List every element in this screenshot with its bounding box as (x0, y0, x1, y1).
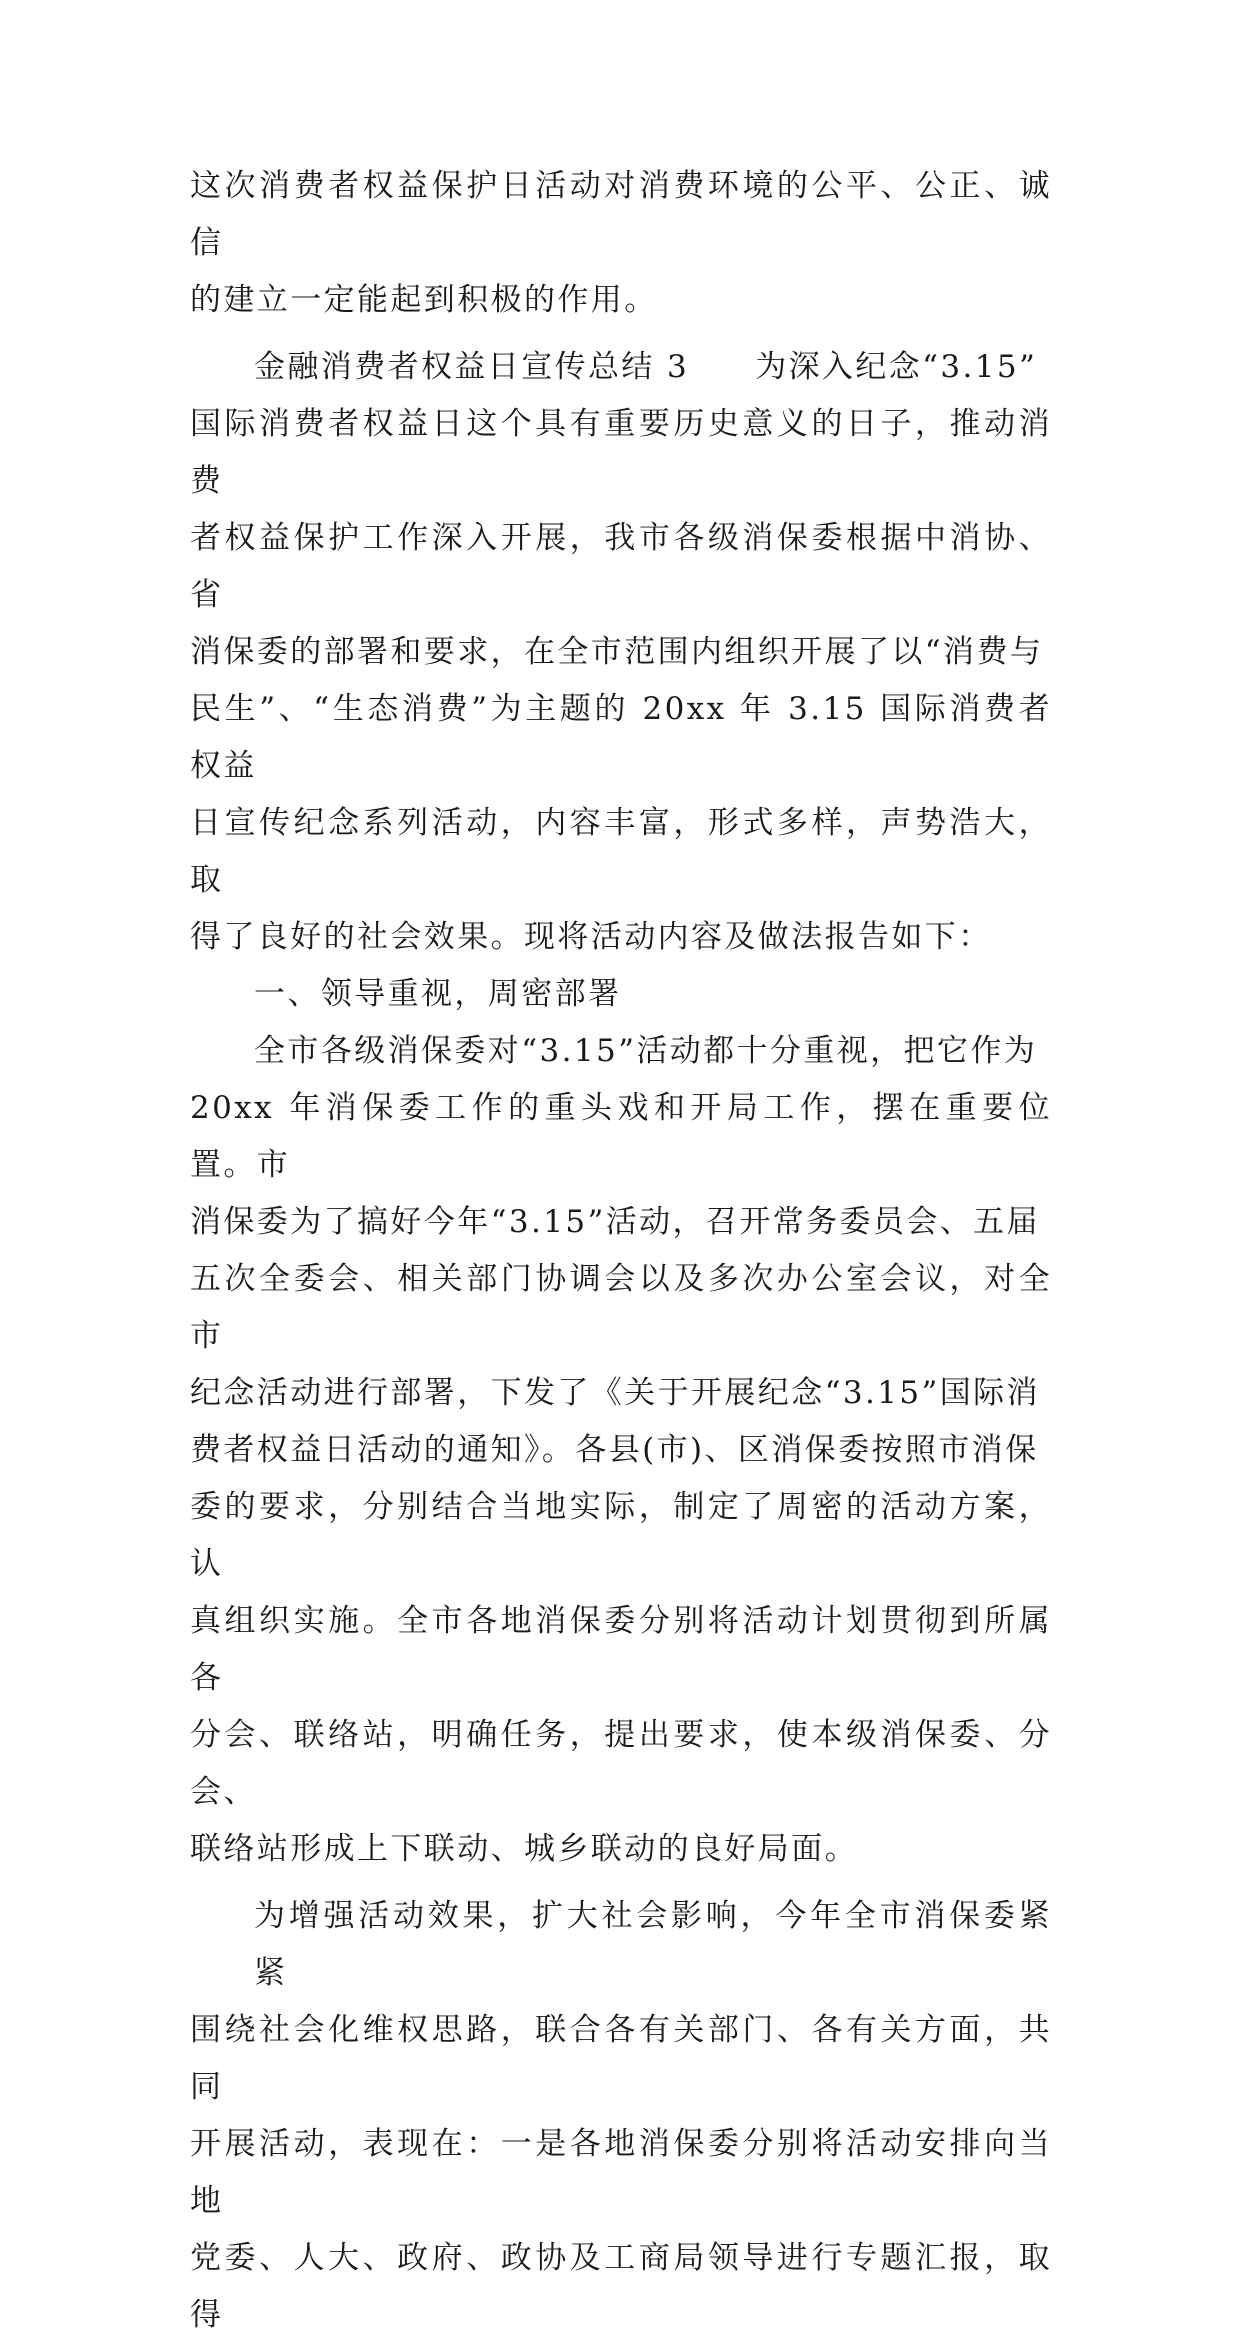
text-line: 这次消费者权益保护日活动对消费环境的公平、公正、诚信 (190, 168, 1052, 261)
text-line: 五次全委会、相关部门协调会以及多次办公室会议，对全市 (190, 1261, 1052, 1354)
section-heading: 一、领导重视，周密部署 (254, 976, 622, 1012)
text-line: 围绕社会化维权思路，联合各有关部门、各有关方面，共同 (190, 2012, 1052, 2105)
text-line: 委的要求，分别结合当地实际，制定了周密的活动方案，认 (190, 1489, 1052, 1582)
text-line: 民生”、“生态消费”为主题的 20xx 年 3.15 国际消费者权益 (190, 691, 1052, 784)
section-title: 金融消费者权益日宣传总结 3 (254, 349, 690, 385)
text-line: 者权益保护工作深入开展，我市各级消保委根据中消协、省 (190, 520, 1052, 613)
text-line: 分会、联络站，明确任务，提出要求，使本级消保委、分会、 (190, 1717, 1052, 1810)
text-line: 消保委为了搞好今年“3.15”活动，召开常务委员会、五届 (190, 1204, 1040, 1240)
text-line: 全市各级消保委对“3.15”活动都十分重视，把它作为 (254, 1033, 1038, 1069)
paragraph-section-title (190, 339, 1052, 966)
document-body (190, 158, 1052, 2344)
text-line: 国际消费者权益日这个具有重要历史意义的日子，推动消费 (190, 406, 1052, 499)
text-line: 党委、人大、政府、政协及工商局领导进行专题汇报，取得 (190, 2240, 1052, 2333)
text-line: 20xx 年消保委工作的重头戏和开局工作，摆在重要位置。市 (190, 1090, 1052, 1183)
title-line (190, 339, 1052, 396)
paragraph-body-1 (190, 1023, 1052, 1878)
paragraph-body-2 (190, 1888, 1052, 2344)
text-line: 纪念活动进行部署，下发了《关于开展纪念“3.15”国际消 (190, 1375, 1040, 1411)
text-segment: 为深入纪念“3.15” (755, 349, 1038, 385)
text-line: 费者权益日活动的通知》。各县(市)、区消保委按照市消保 (190, 1432, 1039, 1468)
text-line: 得了良好的社会效果。现将活动内容及做法报告如下： (190, 919, 992, 955)
text-line: 开展活动，表现在：一是各地消保委分别将活动安排向当地 (190, 2126, 1052, 2219)
text-line: 联络站形成上下联动、城乡联动的良好局面。 (190, 1831, 858, 1867)
text-line: 消保委的部署和要求，在全市范围内组织开展了以“消费与 (190, 634, 1044, 670)
text-line: 真组织实施。全市各地消保委分别将活动计划贯彻到所属各 (190, 1603, 1052, 1696)
text-line: 的建立一定能起到积极的作用。 (190, 282, 658, 318)
paragraph-heading (190, 966, 1052, 1023)
paragraph-continuation (190, 158, 1052, 329)
text-line: 为增强活动效果，扩大社会影响，今年全市消保委紧紧 (254, 1898, 1052, 1991)
text-line: 日宣传纪念系列活动，内容丰富，形式多样，声势浩大，取 (190, 805, 1052, 898)
